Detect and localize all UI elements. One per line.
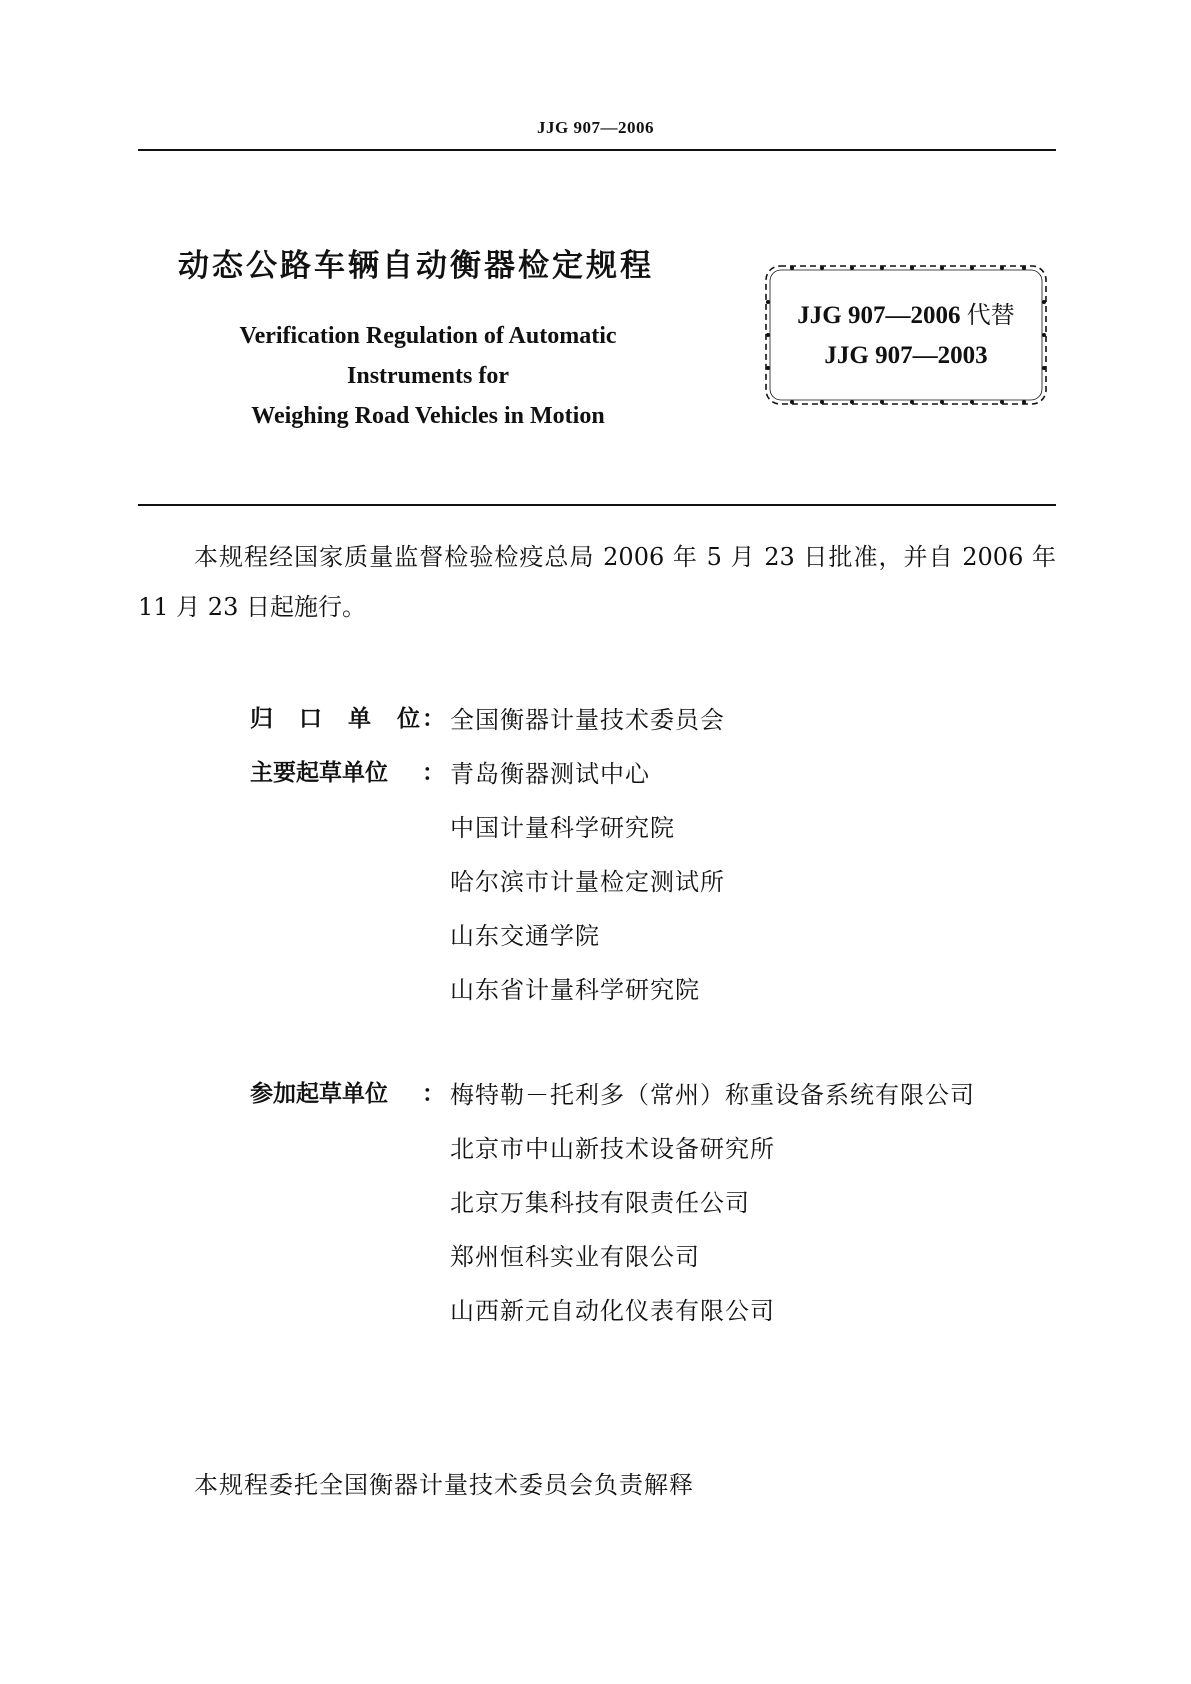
participating-drafting-unit: 北京万集科技有限责任公司 (450, 1189, 750, 1217)
section-rule (138, 504, 1056, 506)
label-colon: ： (422, 706, 445, 732)
replacement-box (762, 262, 1050, 408)
participating-drafting-unit: 山西新元自动化仪表有限公司 (450, 1297, 775, 1325)
label-char: 归 (250, 706, 273, 732)
title-chinese: 动态公路车辆自动衡器检定规程 (178, 248, 654, 284)
main-drafting-unit: 青岛衡器测试中心 (450, 760, 650, 788)
main-drafting-unit: 山东省计量科学研究院 (450, 976, 700, 1004)
participating-drafting-unit: 北京市中山新技术设备研究所 (450, 1135, 775, 1163)
interpretation-note: 本规程委托全国衡器计量技术委员会负责解释 (194, 1471, 694, 1499)
replacement-line-1 (762, 295, 1050, 336)
responsible-unit-label (250, 700, 420, 733)
label-colon: ： (422, 760, 445, 786)
label-colon: ： (422, 1081, 445, 1107)
label-char: 位 (397, 706, 420, 732)
main-drafting-unit: 中国计量科学研究院 (450, 814, 675, 842)
label-char: 单 (348, 706, 371, 732)
main-drafting-unit: 山东交通学院 (450, 922, 600, 950)
approval-paragraph: 本规程经国家质量监督检验检疫总局 2006 年 5 月 23 日批准，并自 2006 年 11 月 23 日起施行。 (138, 543, 1056, 621)
main-drafting-unit: 哈尔滨市计量检定测试所 (450, 868, 725, 896)
responsible-unit-value: 全国衡器计量技术委员会 (450, 706, 725, 734)
participating-drafting-unit: 郑州恒科实业有限公司 (450, 1243, 700, 1271)
title-english (188, 316, 668, 436)
main-drafting-label: 主要起草单位 (250, 760, 388, 786)
replacement-current-code: JJG 907—2006 (797, 302, 961, 329)
title-english-line-3: Weighing Road Vehicles in Motion (251, 403, 605, 429)
participating-drafting-unit: 梅特勒－托利多（常州）称重设备系统有限公司 (450, 1081, 975, 1109)
header-rule (138, 149, 1056, 151)
participating-drafting-label: 参加起草单位 (250, 1081, 388, 1107)
label-char: 口 (299, 706, 322, 732)
replacement-suffix: 代替 (966, 301, 1015, 329)
title-english-line-1: Verification Regulation of Automatic (239, 323, 617, 349)
running-header-code: JJG 907—2006 (537, 118, 654, 137)
title-english-line-2: Instruments for (347, 363, 509, 389)
replacement-line-2: JJG 907—2003 (824, 342, 988, 369)
